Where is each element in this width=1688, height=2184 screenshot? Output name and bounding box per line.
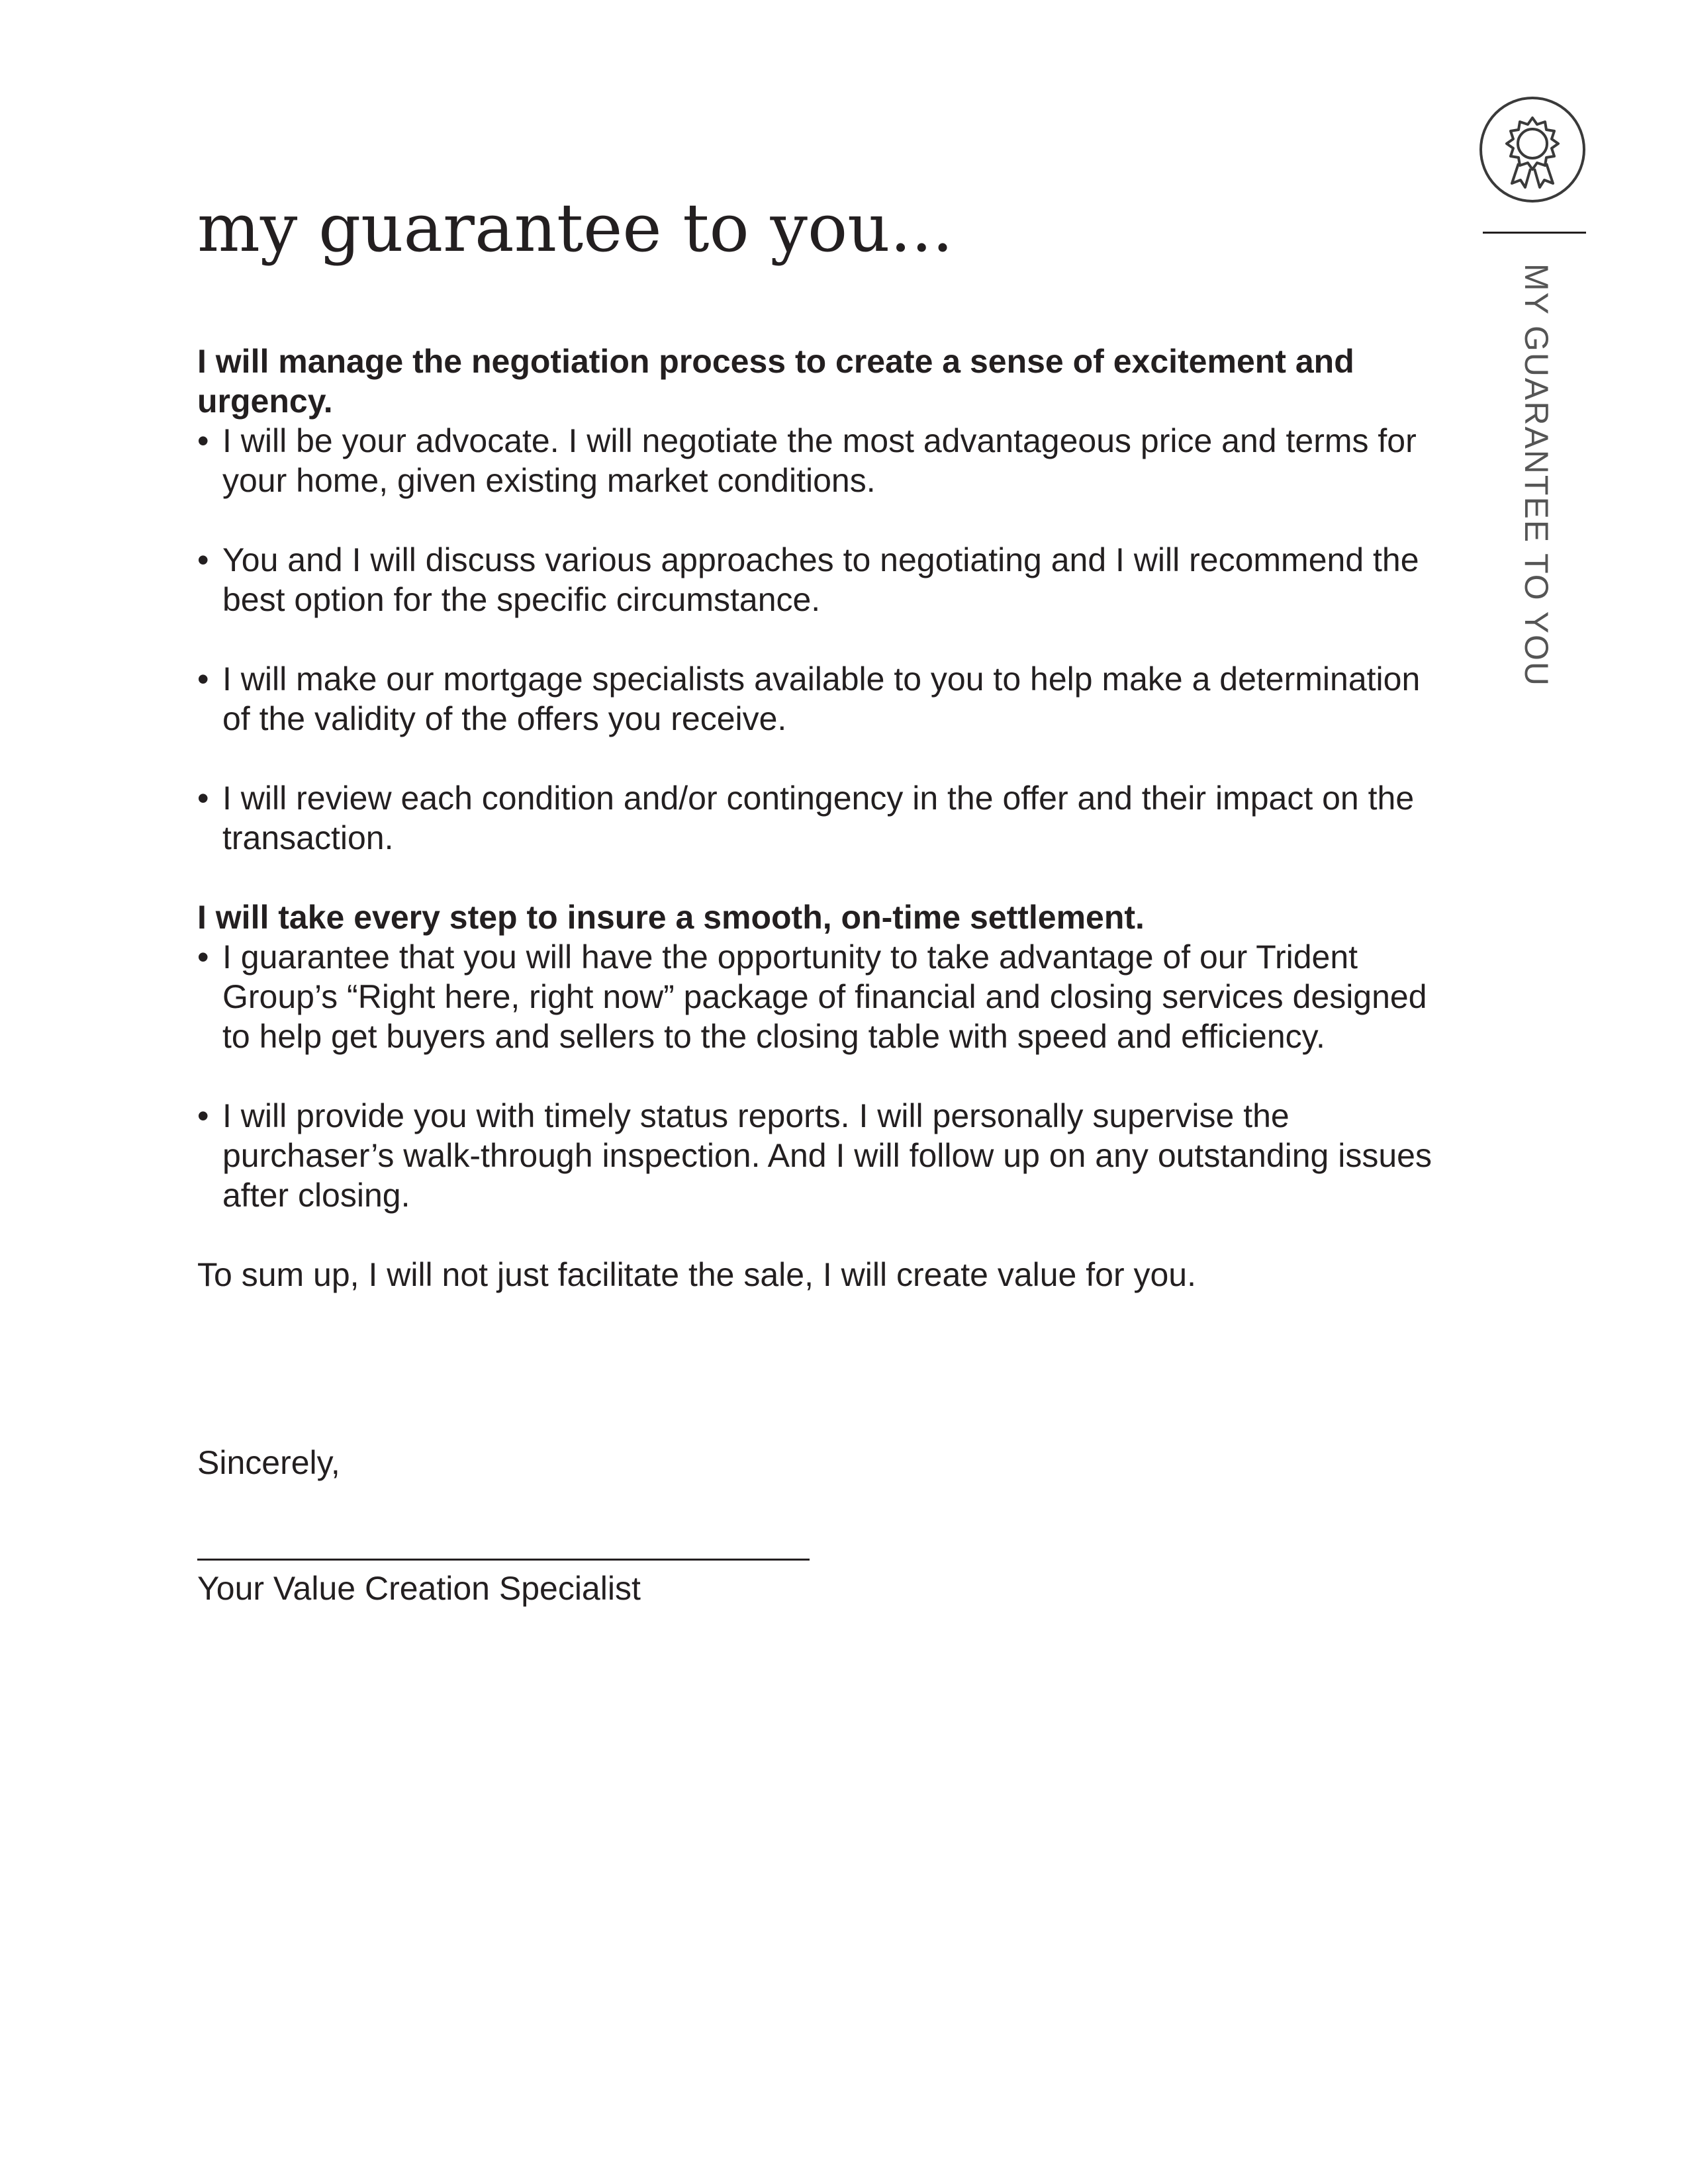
list-item: [197, 778, 1455, 858]
list-item: [197, 1096, 1455, 1215]
summary-statement: To sum up, I will not just facilitate the sale, I will create value for you.: [197, 1256, 1197, 1293]
list-item-text: I guarantee that you will have the opportunity to take advantage of our Trident Group’s “Right here, right now” package of financial and closing services designed to help get buyers and sellers to the closing table with speed and efficiency.: [222, 938, 1427, 1055]
signer-title: Your Value Creation Specialist: [197, 1570, 641, 1607]
list-item-text: I will make our mortgage specialists available to you to help make a determination of the validity of the offers you receive.: [222, 660, 1421, 737]
list-item: [197, 421, 1455, 500]
list-item-text: I will provide you with timely status reports. I will personally supervise the purchaser’s walk-through inspection. And I will follow up on any outstanding issues after closing.: [222, 1097, 1432, 1214]
side-tab-label: MY GUARANTEE TO YOU: [1518, 263, 1555, 688]
page-title: my guarantee to you...: [197, 189, 953, 267]
list-item-text: I will review each condition and/or contingency in the offer and their impact on the transaction.: [222, 780, 1415, 856]
signature-line: [197, 1559, 810, 1561]
bullet-dot: •: [197, 938, 209, 976]
guarantee-body: [197, 341, 1455, 1295]
bullet-dot: •: [197, 780, 209, 817]
bullet-dot: •: [197, 422, 209, 459]
list-item: [197, 937, 1455, 1056]
closing-salutation: Sincerely,: [197, 1444, 340, 1481]
bullet-dot: •: [197, 1097, 209, 1134]
list-item-text: I will be your advocate. I will negotiate the most advantageous price and terms for your home, given existing market conditions.: [222, 422, 1417, 499]
side-tab-divider: [1483, 232, 1586, 234]
list-item: [197, 659, 1455, 739]
section-heading: I will manage the negotiation process to create a sense of excitement and urgency.: [197, 343, 1354, 420]
list-item: [197, 540, 1455, 619]
section-heading: I will take every step to insure a smooth, on-time settlement.: [197, 899, 1145, 936]
bullet-dot: •: [197, 541, 209, 578]
ribbon-award-icon: [1477, 95, 1587, 207]
section-settlement: [197, 897, 1455, 1215]
section-negotiation: [197, 341, 1455, 858]
list-item-text: You and I will discuss various approaches to negotiating and I will recommend the best option for the specific circumstance.: [222, 541, 1419, 618]
bullet-dot: •: [197, 660, 209, 698]
